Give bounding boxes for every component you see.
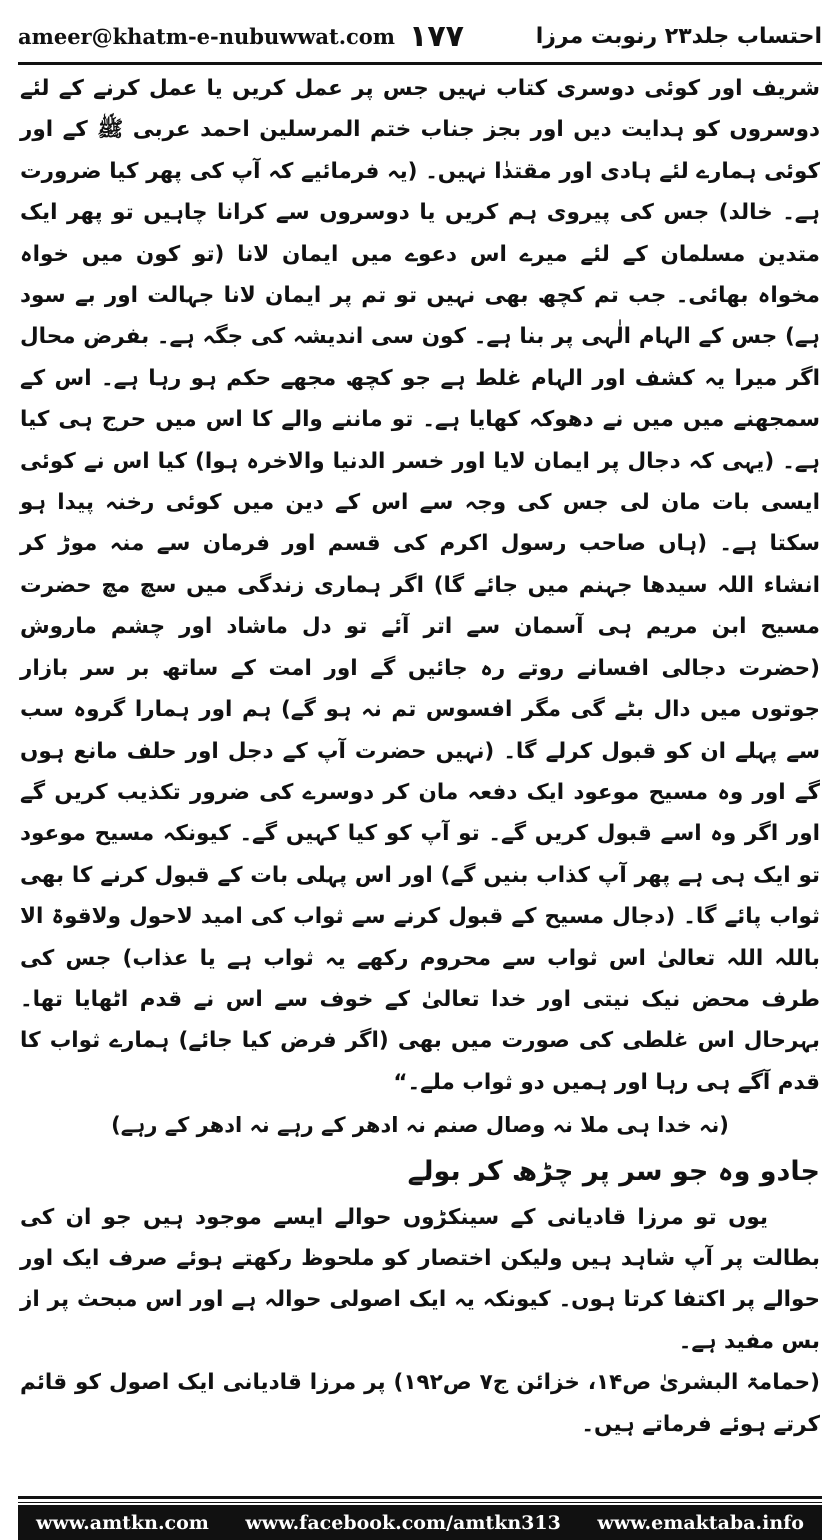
footer-link-facebook[interactable]: www.facebook.com/amtkn313 — [245, 1511, 561, 1534]
page-number: ۱۷۷ — [409, 18, 464, 54]
section-heading: جادو وہ جو سر پر چڑھ کر بولے — [407, 1155, 820, 1187]
footer-link-amtkn[interactable]: www.amtkn.com — [36, 1511, 209, 1534]
body-paragraph-3: (حمامۃ البشریٰ ص۱۴، خزائن ج۷ ص۱۹۲) پر مرزا قادیانی ایک اصول کو قائم کرتے ہوئے فرماتے ہیں۔ — [20, 1370, 820, 1437]
body-paragraph-2: یوں تو مرزا قادیانی کے سینکڑوں حوالے ایسے موجود ہیں جو ان کی بطالت پر آپ شاہد ہیں ولیکن اختصار کو ملحوظ رکھتے ہوئے صرف ایک اور حوالے پر اکتفا کرتا ہوں۔ کیونکہ یہ ایک اصولی حوالہ ہے اور اس مبحث پر از بس مفید ہے۔ — [20, 1204, 820, 1354]
body-paragraph-1: شریف اور کوئی دوسری کتاب نہیں جس پر عمل کریں یا عمل کرنے کے لئے دوسروں کو ہدایت دیں اور بجز جناب ختم المرسلین احمد عربی ﷺ کے اور کوئی ہمارے لئے ہادی اور مقتدٰا نہیں۔ (یہ فرمائیے کہ آپ کی پھر کیا ضرورت ہے۔ خالد) جس کی پیروی ہم کریں یا دوسروں سے کرانا چاہیں تو پھر ایک متدین مسلمان کے لئے میرے اس دعوے میں ایمان لانا (تو کون میں خواہ مخواہ بھائی۔ جب تم کچھ بھی نہیں تو تم پر ایمان لانا جہالت اور بے سود ہے) جس کے الہام الٰہی پر بنا ہے۔ کون سی اندیشہ کی جگہ ہے۔ بفرض محال اگر میرا یہ کشف اور الہام غلط ہے جو کچھ مجھے حکم ہو رہا ہے۔ اس کے سمجھنے میں میں نے دھوکہ کھایا ہے۔ تو ماننے والے کا اس میں حرج ہی کیا ہے۔ (یہی کہ دجال پر ایمان لایا اور خسر الدنیا والاخرہ ہوا) کیا اس نے کوئی ایسی بات مان لی جس کی وجہ سے اس کے دین میں کوئی رخنہ پیدا ہو سکتا ہے۔ (ہاں صاحب رسول اکرم کی قسم اور فرمان سے منہ موڑ کر انشاء اللہ سیدھا جہنم میں جائے گا) اگر ہماری زندگی میں سچ مچ حضرت مسیح ابن مریم ہی آسمان سے اتر آئے تو دل ماشاد اور چشم ماروش (حضرت دجالی افسانے روتے رہ جائیں گے اور امت کے ساتھ بر سر بازار جوتوں میں دال بٹے گی مگر افسوس تم نہ ہو گے) ہم اور ہمارا گروہ سب سے پہلے ان کو قبول کرلے گا۔ (نہیں حضرت آپ کے دجل اور حلف مانع ہوں گے اور وہ مسیح موعود ایک دفعہ مان کر دوسرے کی ضرور تکذیب کریں گے اور اگر وہ اسے قبول کریں گے۔ تو آپ کو کیا کہیں گے۔ کیونکہ مسیح موعود تو ایک ہی ہے پھر آپ کذاب بنیں گے) اور اس پہلی بات کے قبول کرنے کا بھی ثواب پائے گا۔ (دجال مسیح کے قبول کرنے سے ثواب کی امید لاحول ولاقوۃ الا باللہ اللہ تعالیٰ اس ثواب سے محروم رکھے یہ ثواب ہے یا عذاب) جس کی طرف محض نیک نیتی اور خدا تعالیٰ کے خوف سے اس نے قدم اٹھایا تھا۔ بہرحال اس غلطی کی صورت میں بھی (اگر فرض کیا جائے) ہمارے ثواب کا قدم آگے ہی رہا اور ہمیں دو ثواب ملے۔“ — [20, 76, 820, 1095]
page-header — [18, 14, 822, 58]
header-left-group — [18, 19, 464, 54]
page-content — [20, 68, 820, 1445]
footer-rule-thick — [18, 1496, 822, 1499]
header-email: ameer@khatm-e-nubuwwat.com — [18, 23, 396, 49]
footer-bar — [18, 1505, 822, 1540]
verse-line: (نہ خدا ہی ملا نہ وصال صنم نہ ادھر کے رہے نہ ادھر کے رہے) — [111, 1113, 729, 1138]
footer-rule-thin — [18, 1502, 822, 1503]
header-rule — [18, 62, 822, 65]
footer-link-emaktaba[interactable]: www.emaktaba.info — [597, 1511, 804, 1534]
book-title: احتساب جلد۲۳ رنوبت مرزا — [535, 23, 822, 49]
